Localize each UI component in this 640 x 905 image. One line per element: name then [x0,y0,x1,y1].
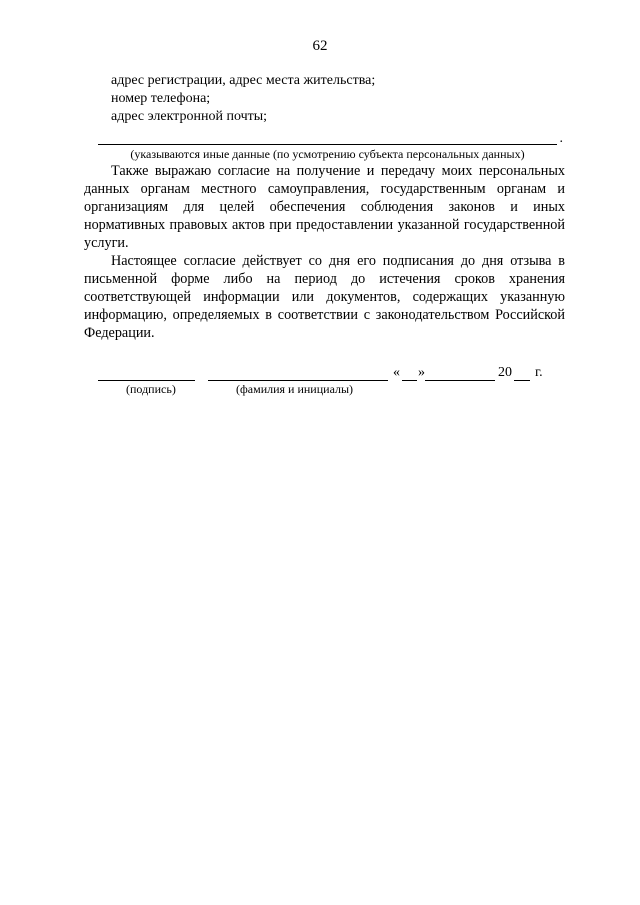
year-prefix: 20 [498,365,512,380]
name-line [208,380,388,381]
other-data-blank-line [98,144,557,145]
consent-paragraph-validity: Настоящее согласие действует со дня его подписания до дня отзыва в письменной форме либо на период до истечения сроков хранения соответствующей информации или документов, содержащих указанную информацию, определяемых в соответствии с законодательством Российской Федерации. [84,253,565,341]
consent-content [84,72,565,342]
other-data-hint: (указываются иные данные (по усмотрению субъекта персональных данных) [130,147,525,161]
blank-terminator: . [559,131,563,146]
signature-caption: (подпись) [126,382,176,396]
date-open-quote: « [393,365,400,380]
date-day-line [402,380,417,381]
other-data-blank [84,128,565,146]
date-month-line [425,380,495,381]
signature-block [98,364,558,404]
page-number: 62 [312,38,328,54]
date-close-quote: » [418,365,425,380]
year-line [514,380,530,381]
signature-line [98,380,195,381]
list-item-address: адрес регистрации, адрес места жительства; [111,73,376,88]
year-suffix: г. [535,365,543,380]
name-caption: (фамилия и инициалы) [236,382,354,396]
consent-paragraph-transfer: Также выражаю согласие на получение и передачу моих персональных данных органам местного самоуправления, государственным органам и организациям для целей обеспечения соблюдения законов и иных нормативных правовых актов при предоставлении указанной государственной услуги. [84,163,565,251]
list-item-email: адрес электронной почты; [111,109,268,124]
list-item-phone: номер телефона; [111,91,211,106]
